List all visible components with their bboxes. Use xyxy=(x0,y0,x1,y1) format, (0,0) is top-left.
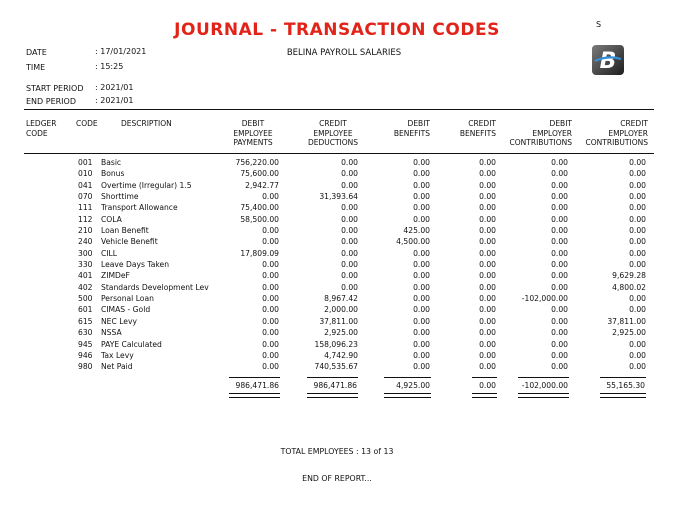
row-credit-benefits: 0.00 xyxy=(479,271,496,281)
total-double-rule-3 xyxy=(384,393,431,398)
total-rule-top-1 xyxy=(229,377,280,381)
row-debit-benefits: 425.00 xyxy=(403,226,430,236)
row-code: 300 xyxy=(78,248,93,258)
row-credit-benefits: 0.00 xyxy=(479,282,496,292)
row-description: NEC Levy xyxy=(101,316,137,326)
row-credit-employee-deductions: 740,535.67 xyxy=(314,362,358,372)
row-credit-employer-contributions: 2,925.00 xyxy=(612,328,646,338)
header-debit-employer-contributions: DEBIT EMPLOYER CONTRIBUTIONS xyxy=(509,119,572,147)
row-description: Standards Development Lev xyxy=(101,282,209,292)
page-marker: S xyxy=(596,20,602,29)
row-debit-benefits: 0.00 xyxy=(413,328,430,338)
date-label: DATE xyxy=(26,48,47,57)
row-description: NSSA xyxy=(101,328,122,338)
row-debit-employee-payments: 0.00 xyxy=(262,316,279,326)
row-credit-benefits: 0.00 xyxy=(479,260,496,270)
row-debit-employer-contributions: 0.00 xyxy=(551,305,568,315)
company-name: BELINA PAYROLL SALARIES xyxy=(286,48,402,58)
table-row xyxy=(24,181,654,192)
row-credit-benefits: 0.00 xyxy=(479,362,496,372)
row-credit-employer-contributions: 0.00 xyxy=(629,237,646,247)
row-credit-employee-deductions: 8,967.42 xyxy=(324,294,358,304)
table-row xyxy=(24,305,654,316)
row-credit-employee-deductions: 0.00 xyxy=(341,271,358,281)
row-credit-employer-contributions: 4,800.02 xyxy=(612,282,646,292)
row-debit-benefits: 0.00 xyxy=(413,271,430,281)
header-debit-employee-payments: DEBIT EMPLOYEE PAYMENTS xyxy=(233,119,273,147)
row-credit-employer-contributions: 0.00 xyxy=(629,339,646,349)
row-description: Vehicle Benefit xyxy=(101,237,158,247)
row-debit-employer-contributions: 0.00 xyxy=(551,192,568,202)
table-row xyxy=(24,271,654,282)
end-of-report: END OF REPORT... xyxy=(302,474,372,483)
header-credit-employer-contributions: CREDIT EMPLOYER CONTRIBUTIONS xyxy=(585,119,648,147)
row-credit-employee-deductions: 0.00 xyxy=(341,226,358,236)
logo-letter: B xyxy=(599,49,617,74)
end-period-label: END PERIOD xyxy=(26,97,76,106)
row-debit-benefits: 0.00 xyxy=(413,294,430,304)
row-credit-employer-contributions: 9,629.28 xyxy=(612,271,646,281)
total-employees: TOTAL EMPLOYEES : 13 of 13 xyxy=(280,447,394,456)
row-credit-employee-deductions: 0.00 xyxy=(341,260,358,270)
row-debit-employer-contributions: 0.00 xyxy=(551,203,568,213)
start-period-label: START PERIOD xyxy=(26,84,84,93)
row-credit-benefits: 0.00 xyxy=(479,316,496,326)
total-credit-benefits: 0.00 xyxy=(479,381,496,390)
row-debit-employee-payments: 17,809.09 xyxy=(240,248,279,258)
row-credit-benefits: 0.00 xyxy=(479,328,496,338)
total-debit-employee-payments: 986,471.86 xyxy=(235,381,279,390)
row-credit-employee-deductions: 37,811.00 xyxy=(319,316,358,326)
table-row xyxy=(24,328,654,339)
table-row xyxy=(24,158,654,169)
row-debit-employer-contributions: 0.00 xyxy=(551,282,568,292)
row-code: 980 xyxy=(78,362,93,372)
row-debit-benefits: 0.00 xyxy=(413,214,430,224)
row-code: 401 xyxy=(78,271,93,281)
total-double-rule-5 xyxy=(518,393,569,398)
row-debit-employee-payments: 0.00 xyxy=(262,362,279,372)
table-row xyxy=(24,340,654,351)
row-debit-benefits: 0.00 xyxy=(413,180,430,190)
row-debit-employee-payments: 0.00 xyxy=(262,305,279,315)
row-debit-benefits: 0.00 xyxy=(413,339,430,349)
row-debit-employee-payments: 0.00 xyxy=(262,350,279,360)
total-credit-employee-deductions: 986,471.86 xyxy=(313,381,357,390)
row-code: 210 xyxy=(78,226,93,236)
row-credit-benefits: 0.00 xyxy=(479,237,496,247)
row-code: 111 xyxy=(78,203,93,213)
row-debit-employer-contributions: 0.00 xyxy=(551,180,568,190)
row-credit-benefits: 0.00 xyxy=(479,339,496,349)
row-code: 402 xyxy=(78,282,93,292)
row-debit-employee-payments: 0.00 xyxy=(262,294,279,304)
row-credit-employee-deductions: 0.00 xyxy=(341,180,358,190)
row-code: 330 xyxy=(78,260,93,270)
date-value: : 17/01/2021 xyxy=(95,47,147,56)
row-debit-employer-contributions: 0.00 xyxy=(551,248,568,258)
row-debit-employer-contributions: 0.00 xyxy=(551,271,568,281)
header-rule-top xyxy=(24,109,654,110)
table-row xyxy=(24,215,654,226)
table-row xyxy=(24,283,654,294)
row-description: Transport Allowance xyxy=(101,203,178,213)
header-code: CODE xyxy=(76,119,98,128)
row-credit-employee-deductions: 4,742.90 xyxy=(324,350,358,360)
row-credit-employer-contributions: 0.00 xyxy=(629,158,646,167)
row-credit-employee-deductions: 0.00 xyxy=(341,248,358,258)
row-code: 500 xyxy=(78,294,93,304)
header-ledger: LEDGER CODE xyxy=(26,119,57,138)
row-credit-employer-contributions: 0.00 xyxy=(629,226,646,236)
row-credit-employer-contributions: 0.00 xyxy=(629,294,646,304)
row-description: Overtime (Irregular) 1.5 xyxy=(101,180,192,190)
row-credit-employee-deductions: 2,000.00 xyxy=(324,305,358,315)
row-description: Net Paid xyxy=(101,362,133,372)
row-debit-employer-contributions: 0.00 xyxy=(551,237,568,247)
table-row xyxy=(24,249,654,260)
row-credit-employer-contributions: 0.00 xyxy=(629,203,646,213)
row-debit-employee-payments: 75,600.00 xyxy=(240,169,279,179)
total-double-rule-2 xyxy=(307,393,358,398)
row-debit-employee-payments: 0.00 xyxy=(262,237,279,247)
row-credit-benefits: 0.00 xyxy=(479,294,496,304)
row-debit-employee-payments: 58,500.00 xyxy=(240,214,279,224)
row-debit-benefits: 0.00 xyxy=(413,316,430,326)
row-credit-employee-deductions: 0.00 xyxy=(341,214,358,224)
row-credit-benefits: 0.00 xyxy=(479,203,496,213)
row-credit-employee-deductions: 2,925.00 xyxy=(324,328,358,338)
end-period-value: : 2021/01 xyxy=(95,96,134,105)
row-code: 630 xyxy=(78,328,93,338)
row-debit-benefits: 0.00 xyxy=(413,260,430,270)
row-code: 945 xyxy=(78,339,93,349)
row-code: 240 xyxy=(78,237,93,247)
row-debit-employer-contributions: 0.00 xyxy=(551,316,568,326)
row-description: Leave Days Taken xyxy=(101,260,170,270)
time-value: : 15:25 xyxy=(95,62,124,71)
table-row xyxy=(24,260,654,271)
row-description: ZIMDeF xyxy=(101,271,130,281)
row-credit-employer-contributions: 37,811.00 xyxy=(607,316,646,326)
row-debit-employee-payments: 0.00 xyxy=(262,271,279,281)
row-debit-employee-payments: 0.00 xyxy=(262,282,279,292)
row-credit-benefits: 0.00 xyxy=(479,226,496,236)
row-description: Shorttime xyxy=(101,192,139,202)
row-debit-employee-payments: 0.00 xyxy=(262,328,279,338)
total-double-rule-6 xyxy=(600,393,646,398)
row-debit-employer-contributions: 0.00 xyxy=(551,226,568,236)
row-code: 946 xyxy=(78,350,93,360)
row-credit-benefits: 0.00 xyxy=(479,350,496,360)
table-row xyxy=(24,226,654,237)
row-code: 601 xyxy=(78,305,93,315)
row-credit-employer-contributions: 0.00 xyxy=(629,350,646,360)
row-credit-employer-contributions: 0.00 xyxy=(629,192,646,202)
row-description: Basic xyxy=(101,158,122,167)
header-rule-bottom xyxy=(24,153,654,154)
row-debit-employee-payments: 0.00 xyxy=(262,192,279,202)
row-credit-benefits: 0.00 xyxy=(479,305,496,315)
row-debit-benefits: 0.00 xyxy=(413,203,430,213)
total-double-rule-4 xyxy=(472,393,497,398)
row-credit-benefits: 0.00 xyxy=(479,248,496,258)
row-debit-benefits: 0.00 xyxy=(413,248,430,258)
total-rule-top-3 xyxy=(384,377,431,381)
row-credit-employee-deductions: 0.00 xyxy=(341,203,358,213)
row-debit-benefits: 4,500.00 xyxy=(396,237,430,247)
row-credit-employer-contributions: 0.00 xyxy=(629,169,646,179)
row-credit-benefits: 0.00 xyxy=(479,180,496,190)
row-debit-employer-contributions: 0.00 xyxy=(551,328,568,338)
row-description: Personal Loan xyxy=(101,294,154,304)
row-credit-employee-deductions: 0.00 xyxy=(341,282,358,292)
row-debit-employer-contributions: 0.00 xyxy=(551,169,568,179)
row-description: PAYE Calculated xyxy=(101,339,162,349)
row-credit-employee-deductions: 0.00 xyxy=(341,169,358,179)
row-credit-employer-contributions: 0.00 xyxy=(629,248,646,258)
row-credit-employee-deductions: 0.00 xyxy=(341,237,358,247)
total-debit-employer-contributions: -102,000.00 xyxy=(521,381,568,390)
table-row xyxy=(24,192,654,203)
table-row xyxy=(24,362,654,373)
row-credit-employer-contributions: 0.00 xyxy=(629,362,646,372)
row-credit-employer-contributions: 0.00 xyxy=(629,260,646,270)
start-period-value: : 2021/01 xyxy=(95,83,134,92)
total-debit-benefits: 4,925.00 xyxy=(396,381,430,390)
row-credit-employee-deductions: 158,096.23 xyxy=(314,339,358,349)
header-credit-benefits: CREDIT BENEFITS xyxy=(459,119,496,138)
header-description: DESCRIPTION xyxy=(121,119,172,128)
row-description: Bonus xyxy=(101,169,125,179)
row-code: 112 xyxy=(78,214,93,224)
total-credit-employer-contributions: 55,165.30 xyxy=(606,381,645,390)
row-description: CIMAS - Gold xyxy=(101,305,151,315)
row-debit-benefits: 0.00 xyxy=(413,305,430,315)
row-description: CILL xyxy=(101,248,118,258)
total-double-rule-1 xyxy=(229,393,280,398)
row-credit-employer-contributions: 0.00 xyxy=(629,180,646,190)
table-row xyxy=(24,317,654,328)
row-debit-benefits: 0.00 xyxy=(413,362,430,372)
header-credit-employee-deductions: CREDIT EMPLOYEE DEDUCTIONS xyxy=(307,119,359,147)
row-debit-employee-payments: 2,942.77 xyxy=(245,180,279,190)
row-credit-employer-contributions: 0.00 xyxy=(629,305,646,315)
row-description: Loan Benefit xyxy=(101,226,149,236)
row-credit-employer-contributions: 0.00 xyxy=(629,214,646,224)
row-credit-benefits: 0.00 xyxy=(479,158,496,167)
row-debit-employer-contributions: 0.00 xyxy=(551,350,568,360)
row-debit-benefits: 0.00 xyxy=(413,350,430,360)
row-debit-employee-payments: 75,400.00 xyxy=(240,203,279,213)
row-debit-employer-contributions: 0.00 xyxy=(551,362,568,372)
row-credit-benefits: 0.00 xyxy=(479,192,496,202)
total-rule-top-5 xyxy=(518,377,569,381)
row-credit-benefits: 0.00 xyxy=(479,169,496,179)
row-code: 070 xyxy=(78,192,93,202)
row-description: Tax Levy xyxy=(101,350,134,360)
row-debit-benefits: 0.00 xyxy=(413,169,430,179)
row-code: 041 xyxy=(78,180,93,190)
row-credit-benefits: 0.00 xyxy=(479,214,496,224)
row-description: COLA xyxy=(101,214,122,224)
row-debit-benefits: 0.00 xyxy=(413,158,430,167)
row-debit-employer-contributions: 0.00 xyxy=(551,214,568,224)
row-code: 010 xyxy=(78,169,93,179)
row-credit-employee-deductions: 0.00 xyxy=(341,158,358,167)
time-label: TIME xyxy=(26,63,46,72)
total-rule-top-2 xyxy=(307,377,358,381)
header-debit-benefits: DEBIT BENEFITS xyxy=(393,119,430,138)
row-debit-benefits: 0.00 xyxy=(413,282,430,292)
row-debit-employer-contributions: 0.00 xyxy=(551,339,568,349)
row-code: 615 xyxy=(78,316,93,326)
transaction-table xyxy=(24,158,654,374)
row-debit-employer-contributions: 0.00 xyxy=(551,158,568,167)
table-row xyxy=(24,169,654,180)
total-rule-top-6 xyxy=(600,377,646,381)
row-debit-employee-payments: 0.00 xyxy=(262,226,279,236)
row-credit-employee-deductions: 31,393.64 xyxy=(319,192,358,202)
table-row xyxy=(24,351,654,362)
row-debit-employee-payments: 0.00 xyxy=(262,260,279,270)
row-debit-employer-contributions: -102,000.00 xyxy=(521,294,568,304)
table-row xyxy=(24,203,654,214)
table-row xyxy=(24,237,654,248)
row-debit-benefits: 0.00 xyxy=(413,192,430,202)
total-rule-top-4 xyxy=(472,377,497,381)
row-code: 001 xyxy=(78,158,93,167)
report-title: JOURNAL - TRANSACTION CODES xyxy=(174,20,500,40)
row-debit-employee-payments: 756,220.00 xyxy=(235,158,279,167)
table-row xyxy=(24,294,654,305)
row-debit-employer-contributions: 0.00 xyxy=(551,260,568,270)
row-debit-employee-payments: 0.00 xyxy=(262,339,279,349)
